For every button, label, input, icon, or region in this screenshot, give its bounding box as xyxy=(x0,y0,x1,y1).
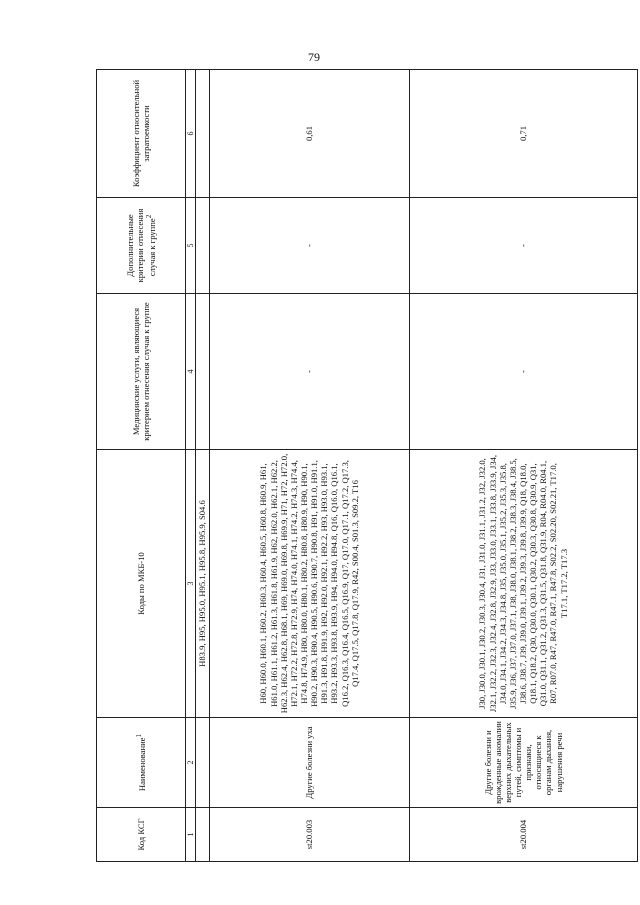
column-number: 1 xyxy=(186,808,196,862)
header-extra: Дополнительные критерии отнесения случая к группе$^2$ xyxy=(97,198,186,294)
ksg-table xyxy=(96,69,638,862)
header-services: Медицинские услуги, являющиеся критерием отнесения случая к группе xyxy=(97,294,186,450)
column-number: 4 xyxy=(186,294,196,450)
ksg-name: Другие болезни уха xyxy=(209,718,409,808)
services-value: - xyxy=(409,294,637,450)
column-number: 3 xyxy=(186,450,196,718)
header-name: Наименование$^1$ xyxy=(97,718,186,808)
page-number: 79 xyxy=(308,50,320,64)
column-number-row xyxy=(186,70,196,862)
ksg-name: Другие болезни и врожденные аномалии верхних дыхательных путей, симптомы и признаки, относящиеся к органам дыхания, нарушения речи xyxy=(409,718,637,808)
continuation-row xyxy=(196,70,209,862)
continuation-codes: H83.9, H95, H95.0, H95.1, H95.8, H95.9, S04.6 xyxy=(196,450,209,718)
mkb-codes: J30, J30.0, J30.1, J30.2, J30.3, J30.4, J31, J31.0, J31.1, J31.2, J32, J32.0, J32.1, J32.2, J32.3, J32.4, J32.8, J32.9, J33, J33.0, J33.1, J33.8, J33.9, J34, J34.0, J34.1, J34.2, J34.3, J34.8, J35, J35.0, J35.1, J35.2, J35.3, J35.8, J35.9, J36, J37, J37.0, J37.1, J38, J38.0, J38.1, J38.2, J38.3, J38.4, J38.5, J38.6, J38.7, J39, J39.0, J39.1, J39.2, J39.3, J39.8, J39.9, Q18, Q18.0, Q18.1, Q18.2, Q30, Q30.0, Q30.1, Q30.2, Q30.3, Q30.8, Q30.9, Q31, Q31.0, Q31.1, Q31.2, Q31.3, Q31.5, Q31.8, Q31.9, R04, R04.0, R04.1, R07, R07.0, R47, R47.0, R47.1, R47.8, S02.2, S02.20, S02.21, T17.0, T17.1, T17.2, T17.3 xyxy=(409,450,637,718)
ksg-code: st20.004 xyxy=(409,808,637,862)
column-number: 5 xyxy=(186,198,196,294)
extra-criteria-value: - xyxy=(409,198,637,294)
extra-criteria-value: - xyxy=(209,198,409,294)
ksg-code: st20.003 xyxy=(209,808,409,862)
coefficient-value: 0,71 xyxy=(409,70,637,198)
mkb-codes: H60, H60.0, H60.1, H60.2, H60.3, H60.4, H60.5, H60.8, H60.9, H61, H61.0, H61.1, H61.2, H61.3, H61.8, H61.9, H62, H62.0, H62.1, H62.2, H62.3, H62.4, H62.8, H68.1, H69, H69.0, H69.8, H69.9, H71, H72, H72.0, H72.1, H72.2, H72.8, H72.9, H74, H74.0, H74.1, H74.2, H74.3, H74.4, H74.8, H74.9, H80, H80.0, H80.1, H80.2, H80.8, H80.9, H90, H90.1, H90.2, H90.3, H90.4, H90.5, H90.6, H90.7, H90.8, H91, H91.0, H91.1, H91.3, H91.8, H91.9, H92, H92.0, H92.1, H92.2, H93, H93.0, H93.1, H93.2, H93.3, H93.8, H93.9, H94, H94.0, H94.8, Q16, Q16.0, Q16.1, Q16.2, Q16.3, Q16.4, Q16.5, Q16.9, Q17, Q17.0, Q17.1, Q17.2, Q17.3, Q17.4, Q17.5, Q17.8, Q17.9, R42, S00.4, S01.3, S09.2, T16 xyxy=(209,450,409,718)
table-row xyxy=(409,70,637,862)
coefficient-value: 0,61 xyxy=(209,70,409,198)
services-value: - xyxy=(209,294,409,450)
table-container xyxy=(96,70,640,862)
header-coef: Коэффициент относительной затратоемкости xyxy=(97,70,186,198)
header-mkb: Коды по МКБ-10 xyxy=(97,450,186,718)
column-number: 2 xyxy=(186,718,196,808)
header-row xyxy=(97,70,186,862)
column-number: 6 xyxy=(186,70,196,198)
table-row xyxy=(209,70,409,862)
header-code-ksg: Код КСГ xyxy=(97,808,186,862)
